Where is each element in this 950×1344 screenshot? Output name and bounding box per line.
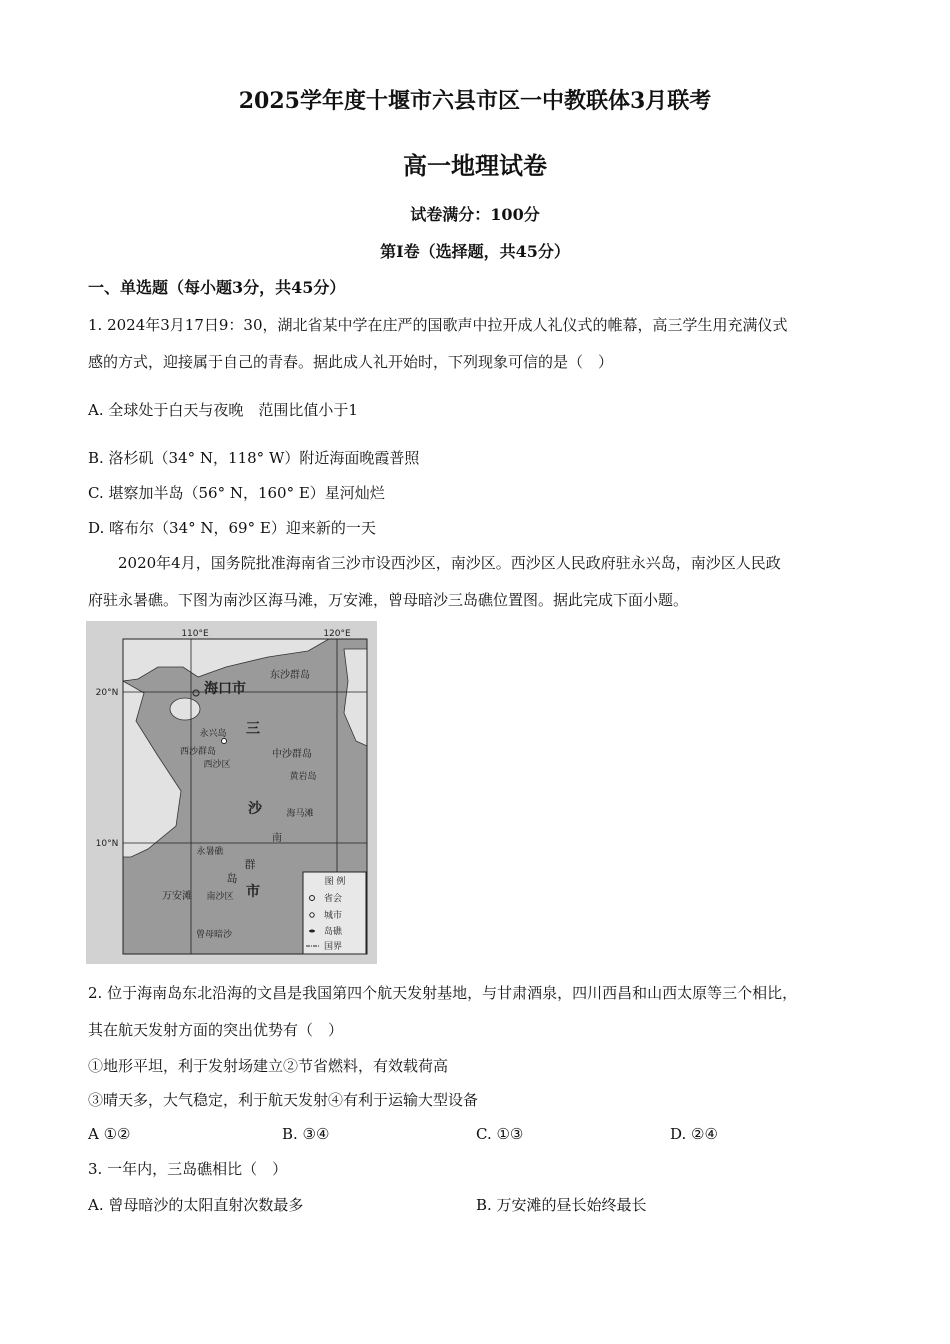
- lat-label-20: 20°N: [95, 688, 119, 698]
- legend-border: 国界: [324, 942, 343, 952]
- passage-line2: 府驻永暑礁。下图为南沙区海马滩，万安滩，曾母暗沙三岛礁位置图。据此完成下面小题。: [88, 591, 689, 609]
- label-shi: 市: [246, 884, 260, 900]
- label-haikou: 海口市: [204, 681, 246, 697]
- legend-title: 图 例: [324, 877, 346, 887]
- exam-subtitle: 高一地理试卷: [403, 151, 547, 180]
- lat-label-10: 10°N: [95, 839, 119, 849]
- q2-option-d: D. ②④: [670, 1125, 718, 1143]
- exam-title: 2025学年度十堰市六县市区一中教联体3月联考: [238, 88, 712, 114]
- label-nansha-district: 南沙区: [206, 892, 234, 902]
- q1-option-b: B. 洛杉矶（34° N，118° W）附近海面晚霞普照: [88, 449, 420, 467]
- volume-heading: 第Ⅰ卷（选择题，共45分）: [380, 242, 570, 261]
- q1-option-d: D. 喀布尔（34° N，69° E）迎来新的一天: [88, 519, 376, 537]
- label-dao: 岛: [226, 872, 238, 885]
- section-heading: 一、单选题（每小题3分，共45分）: [88, 278, 346, 297]
- label-yongshu: 永暑礁: [196, 847, 224, 857]
- label-nan: 南: [272, 833, 282, 844]
- map-legend: [303, 872, 366, 954]
- passage-line1: 2020年4月，国务院批准海南省三沙市设西沙区，南沙区。西沙区人民政府驻永兴岛，南沙区人民政: [118, 554, 781, 572]
- label-zhongsha: 中沙群岛: [272, 749, 312, 760]
- q1-option-a: A. 全球处于白天与夜晚 范围比值小于1: [88, 401, 358, 419]
- label-dongsha: 东沙群岛: [270, 670, 310, 681]
- full-score: 试卷满分：100分: [410, 205, 540, 224]
- city-marker: [222, 739, 227, 744]
- label-haima: 海马滩: [286, 809, 314, 819]
- q2-option-c: C. ①③: [476, 1125, 524, 1143]
- label-xisha-district: 西沙区: [203, 760, 231, 770]
- legend-city-icon: [310, 913, 314, 917]
- label-yongxing: 永兴岛: [199, 729, 227, 739]
- legend-reef: 岛礁: [324, 927, 343, 937]
- q3-option-b: B. 万安滩的昼长始终最长: [476, 1196, 647, 1214]
- hainan-island: [170, 698, 200, 720]
- q2-statement-3-4: ③晴天多，大气稳定，利于航天发射④有利于运输大型设备: [88, 1091, 479, 1109]
- label-wanan: 万安滩: [162, 891, 192, 902]
- south-china-sea-map: [86, 621, 377, 964]
- lon-label-120: 120°E: [323, 629, 351, 639]
- q2-option-a: A ①②: [88, 1125, 131, 1143]
- label-zengmu: 曾母暗沙: [195, 930, 233, 940]
- legend-city: 城市: [324, 911, 343, 921]
- q3-stem: 3. 一年内，三岛礁相比（ ）: [88, 1160, 288, 1178]
- legend-capital: 省会: [324, 894, 343, 904]
- legend-reef-icon: [309, 930, 315, 933]
- q1-stem-line1: 1. 2024年3月17日9：30，湖北省某中学在庄严的国歌声中拉开成人礼仪式的帷幕，高三学生用充满仪式: [88, 316, 788, 334]
- label-huangyan: 黄岩岛: [289, 772, 317, 782]
- q2-statement-1-2: ①地形平坦，利于发射场建立②节省燃料，有效载荷高: [88, 1057, 449, 1075]
- q2-option-b: B. ③④: [282, 1125, 330, 1143]
- label-sha: 沙: [248, 801, 262, 817]
- label-san: 三: [246, 721, 260, 737]
- q1-option-c: C. 堪察加半岛（56° N，160° E）星河灿烂: [88, 484, 385, 502]
- q2-stem-line2: 其在航天发射方面的突出优势有（ ）: [88, 1021, 344, 1039]
- lon-label-110: 110°E: [181, 629, 209, 639]
- q1-stem-line2: 感的方式，迎接属于自己的青春。据此成人礼开始时，下列现象可信的是（ ）: [88, 353, 614, 371]
- q3-option-a: A. 曾母暗沙的太阳直射次数最多: [88, 1196, 304, 1214]
- label-qun: 群: [244, 858, 256, 871]
- q2-stem-line1: 2. 位于海南岛东北沿海的文昌是我国第四个航天发射基地，与甘肃酒泉，四川西昌和山西太原等三个相比，: [88, 984, 798, 1002]
- label-xisha-islands: 西沙群岛: [179, 747, 217, 757]
